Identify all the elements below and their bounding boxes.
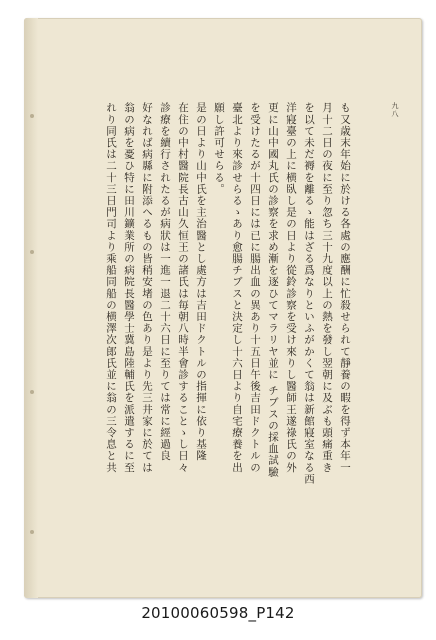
text-line: も又歳末年始に於ける各處の應酬に忙殺せられて靜養の暇を得ず本年一 [339,102,351,474]
text-line: 好なれば病縣に附添へるもの皆稍安堵の色あり是より先三井家に於ては [141,102,153,474]
text-line: 洋寢臺の上に横臥し是の日より從鈴診察を受け來りし醫師王遂祿氏の外 [285,102,297,474]
text-line: れり同氏は二十三日門司より乘船同船の横澤次郎氏並に翁の三令息と共 [105,102,117,474]
text-line: 在住の中村醫院長古山久恒王の諸氏は毎朝八時半會診することゝし日々 [177,102,189,474]
binding-hole [30,530,34,534]
text-line: 更に山中國丸氏の診察を求め漸を逐ひてマラリヤ並に チブスの採血試驗 [267,102,279,478]
text-line: を受けたるが十四日には已に腸出血の異あり十五日午後吉田ドクトルの [249,102,261,474]
text-line: 願し許可せらる。 [213,102,225,195]
binding-hole [30,390,34,394]
text-line: 診療を續行されたるが病狀は一進一退二十六日に至りては常に經過良 [159,102,171,462]
text-line: 月十二日の夜に至り忽ち三十九度以上の熱を發し翌朝に及ぶも頭痛重き [321,102,333,474]
text-line: 臺北より來診せらるゝあり愈腸チブスと決定し十六日より自宅療養を出 [231,102,243,474]
text-line: 是の日より山中氏を主治醫とし處方は吉田ドクトルの指揮に依り基隆 [195,102,207,462]
vertical-text-block [102,102,354,485]
text-line: を以て未だ褥を離るゝ能はざる爲なりといふがかくて翁は新館寢室なる西 [303,102,315,485]
binding-hole [30,250,34,254]
binding-gutter [24,18,38,598]
document-page [24,18,422,598]
binding-hole [30,114,34,118]
image-caption: 20100060598_P142 [141,604,295,622]
page-number: 九八 [391,102,399,118]
text-line: 翁の病を憂ひ特に田川鑛業所の病院長醫學士冀島陸輔氏を派遣するに至 [123,102,135,474]
